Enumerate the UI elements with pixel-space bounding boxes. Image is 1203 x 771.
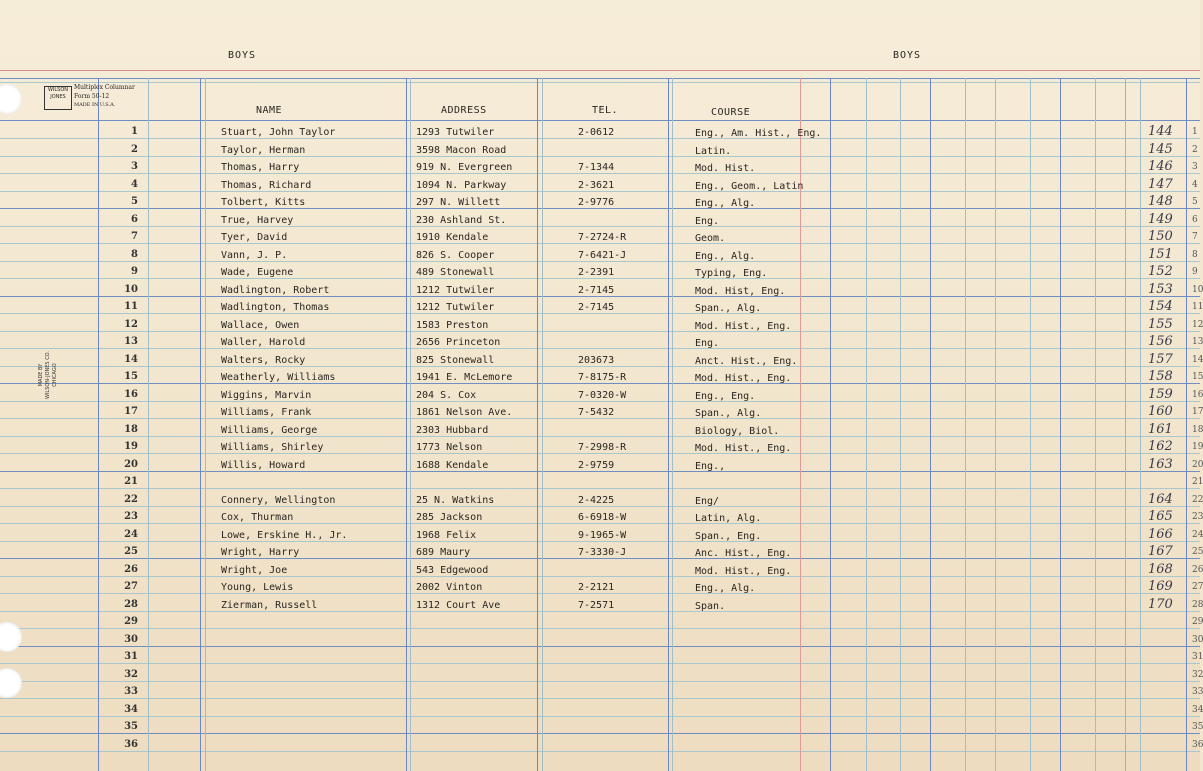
cell-tel: 2-9759 bbox=[578, 460, 615, 471]
row-number-right: 1 bbox=[1192, 127, 1198, 137]
row-number: 6 bbox=[131, 214, 138, 225]
cell-course: Anc. Hist., Eng. bbox=[695, 548, 792, 559]
cell-address: 1688 Kendale bbox=[416, 460, 489, 471]
grid-rule bbox=[0, 226, 1200, 227]
cell-address: 1212 Tutwiler bbox=[416, 302, 495, 313]
handwritten-ref: 151 bbox=[1148, 247, 1173, 262]
cell-tel: 2-2391 bbox=[578, 267, 615, 278]
grid-rule bbox=[0, 156, 1200, 157]
handwritten-ref: 164 bbox=[1148, 492, 1173, 507]
row-number-right: 18 bbox=[1192, 425, 1203, 435]
binder-hole bbox=[0, 668, 22, 698]
cell-course: Eng. bbox=[695, 216, 720, 227]
cell-name: Zierman, Russell bbox=[221, 600, 318, 611]
cell-course: Eng/ bbox=[695, 496, 720, 507]
row-number: 32 bbox=[124, 669, 138, 680]
grid-rule bbox=[0, 646, 1200, 647]
grid-rule bbox=[0, 611, 1200, 612]
grid-column-rule bbox=[200, 78, 201, 771]
cell-tel: 7-3330-J bbox=[578, 547, 627, 558]
row-number-right: 25 bbox=[1192, 547, 1203, 557]
handwritten-ref: 156 bbox=[1148, 334, 1173, 349]
cell-name: Wadlington, Thomas bbox=[221, 302, 330, 313]
cell-name: Connery, Wellington bbox=[221, 495, 336, 506]
cell-address: 1583 Preston bbox=[416, 320, 489, 331]
row-number-right: 5 bbox=[1192, 197, 1198, 207]
row-number-right: 6 bbox=[1192, 215, 1198, 225]
row-number-right: 24 bbox=[1192, 530, 1203, 540]
maker-line-1: MADE BY bbox=[38, 363, 44, 387]
row-number: 30 bbox=[124, 634, 138, 645]
handwritten-ref: 147 bbox=[1148, 177, 1173, 192]
row-number: 20 bbox=[124, 459, 138, 470]
cell-address: 297 N. Willett bbox=[416, 197, 501, 208]
grid-rule bbox=[0, 453, 1200, 454]
grid-rule bbox=[0, 82, 1200, 83]
handwritten-ref: 168 bbox=[1148, 562, 1173, 577]
grid-column-rule bbox=[1060, 78, 1061, 771]
grid-column-rule bbox=[205, 78, 206, 771]
cell-course: Eng., Alg. bbox=[695, 198, 756, 209]
cell-course: Typing, Eng. bbox=[695, 268, 768, 279]
grid-column-rule bbox=[995, 78, 996, 771]
cell-name: Tyer, David bbox=[221, 232, 288, 243]
row-number: 2 bbox=[131, 144, 138, 155]
grid-rule bbox=[0, 698, 1200, 699]
row-number-right: 19 bbox=[1192, 442, 1203, 452]
grid-rule bbox=[0, 488, 1200, 489]
cell-course: Span., Alg. bbox=[695, 303, 762, 314]
grid-rule bbox=[0, 120, 1200, 121]
row-number: 15 bbox=[124, 371, 138, 382]
row-number: 7 bbox=[131, 231, 138, 242]
wilson-jones-logo: WILSON JONES bbox=[44, 86, 72, 110]
cell-name: True, Harvey bbox=[221, 215, 294, 226]
grid-column-rule bbox=[1140, 78, 1141, 771]
right-title: BOYS bbox=[893, 50, 922, 61]
cell-tel: 7-1344 bbox=[578, 162, 615, 173]
row-number: 18 bbox=[124, 424, 138, 435]
cell-address: 1968 Felix bbox=[416, 530, 477, 541]
maker-line-2: WILSON-JONES CO. bbox=[45, 350, 51, 400]
grid-rule bbox=[0, 243, 1200, 244]
grid-rule bbox=[0, 576, 1200, 577]
cell-name: Cox, Thurman bbox=[221, 512, 294, 523]
handwritten-ref: 160 bbox=[1148, 404, 1173, 419]
cell-tel: 2-0612 bbox=[578, 127, 615, 138]
cell-name: Wallace, Owen bbox=[221, 320, 300, 331]
cell-course: Geom. bbox=[695, 233, 726, 244]
cell-tel: 2-2121 bbox=[578, 582, 615, 593]
grid-rule bbox=[0, 681, 1200, 682]
stamp-line-3: MADE IN U.S.A. bbox=[74, 102, 116, 108]
handwritten-ref: 146 bbox=[1148, 159, 1173, 174]
row-number: 24 bbox=[124, 529, 138, 540]
grid-rule bbox=[0, 261, 1200, 262]
handwritten-ref: 159 bbox=[1148, 387, 1173, 402]
handwritten-ref: 155 bbox=[1148, 317, 1173, 332]
grid-column-rule bbox=[866, 78, 867, 771]
row-number: 4 bbox=[131, 179, 138, 190]
cell-course: Eng. bbox=[695, 338, 720, 349]
stamp-line-2: Form 50-12 bbox=[74, 93, 110, 100]
row-number: 31 bbox=[124, 651, 138, 662]
handwritten-ref: 152 bbox=[1148, 264, 1173, 279]
cell-course: Latin, Alg. bbox=[695, 513, 762, 524]
binder-hole bbox=[0, 84, 22, 114]
cell-course: Mod. Hist., Eng. bbox=[695, 321, 792, 332]
cell-course: Span., Alg. bbox=[695, 408, 762, 419]
cell-address: 230 Ashland St. bbox=[416, 215, 507, 226]
grid-column-rule bbox=[830, 78, 831, 771]
handwritten-ref: 157 bbox=[1148, 352, 1173, 367]
row-number: 1 bbox=[131, 126, 138, 137]
row-number: 36 bbox=[124, 739, 138, 750]
cell-tel: 7-5432 bbox=[578, 407, 615, 418]
row-number-right: 22 bbox=[1192, 495, 1203, 505]
cell-course: Eng., Geom., Latin bbox=[695, 181, 804, 192]
row-number-right: 11 bbox=[1192, 302, 1203, 312]
cell-tel: 7-2998-R bbox=[578, 442, 627, 453]
row-number-right: 35 bbox=[1192, 722, 1203, 732]
cell-course: Mod. Hist., Eng. bbox=[695, 373, 792, 384]
cell-tel: 6-6918-W bbox=[578, 512, 627, 523]
cell-name: Williams, George bbox=[221, 425, 318, 436]
cell-course: Eng., Eng. bbox=[695, 391, 756, 402]
stamp-line-1: Multiplex Columnar bbox=[74, 84, 135, 91]
cell-name: Williams, Frank bbox=[221, 407, 312, 418]
cell-address: 3598 Macon Road bbox=[416, 145, 507, 156]
cell-name: Stuart, John Taylor bbox=[221, 127, 336, 138]
cell-address: 25 N. Watkins bbox=[416, 495, 495, 506]
grid-column-rule bbox=[537, 78, 538, 771]
row-number: 33 bbox=[124, 686, 138, 697]
grid-rule bbox=[0, 78, 1200, 79]
cell-course: Eng., Alg. bbox=[695, 251, 756, 262]
cell-address: 489 Stonewall bbox=[416, 267, 495, 278]
row-number-right: 20 bbox=[1192, 460, 1203, 470]
cell-address: 204 S. Cox bbox=[416, 390, 477, 401]
handwritten-ref: 169 bbox=[1148, 579, 1173, 594]
handwritten-ref: 165 bbox=[1148, 509, 1173, 524]
grid-rule bbox=[0, 366, 1200, 367]
cell-address: 1861 Nelson Ave. bbox=[416, 407, 513, 418]
row-number-right: 3 bbox=[1192, 162, 1198, 172]
cell-name: Vann, J. P. bbox=[221, 250, 288, 261]
grid-rule bbox=[0, 401, 1200, 402]
row-number: 8 bbox=[131, 249, 138, 260]
cell-tel: 7-2571 bbox=[578, 600, 615, 611]
grid-rule bbox=[0, 191, 1200, 192]
grid-column-rule bbox=[542, 78, 543, 771]
row-number: 14 bbox=[124, 354, 138, 365]
cell-name: Wade, Eugene bbox=[221, 267, 294, 278]
handwritten-ref: 162 bbox=[1148, 439, 1173, 454]
row-number: 26 bbox=[124, 564, 138, 575]
maker-imprint bbox=[38, 345, 78, 405]
row-number: 21 bbox=[124, 476, 138, 487]
cell-address: 543 Edgewood bbox=[416, 565, 489, 576]
cell-tel: 2-7145 bbox=[578, 285, 615, 296]
grid-column-rule bbox=[965, 78, 966, 771]
grid-rule bbox=[0, 663, 1200, 664]
row-number-right: 2 bbox=[1192, 145, 1198, 155]
cell-name: Thomas, Harry bbox=[221, 162, 300, 173]
left-title: BOYS bbox=[228, 50, 257, 61]
grid-column-rule bbox=[148, 78, 149, 771]
handwritten-ref: 166 bbox=[1148, 527, 1173, 542]
grid-rule bbox=[0, 523, 1200, 524]
row-number-right: 15 bbox=[1192, 372, 1203, 382]
row-number-right: 17 bbox=[1192, 407, 1203, 417]
row-number-right: 7 bbox=[1192, 232, 1198, 242]
handwritten-ref: 153 bbox=[1148, 282, 1173, 297]
cell-address: 2656 Princeton bbox=[416, 337, 501, 348]
cell-name: Tolbert, Kitts bbox=[221, 197, 306, 208]
cell-course: Span. bbox=[695, 601, 726, 612]
handwritten-ref: 167 bbox=[1148, 544, 1173, 559]
row-number-right: 10 bbox=[1192, 285, 1203, 295]
cell-name: Willis, Howard bbox=[221, 460, 306, 471]
row-number: 28 bbox=[124, 599, 138, 610]
grid-rule bbox=[0, 436, 1200, 437]
row-number: 13 bbox=[124, 336, 138, 347]
cell-name: Walters, Rocky bbox=[221, 355, 306, 366]
cell-course: Mod. Hist., Eng. bbox=[695, 443, 792, 454]
row-number-right: 16 bbox=[1192, 390, 1203, 400]
row-number-right: 14 bbox=[1192, 355, 1203, 365]
row-number-right: 27 bbox=[1192, 582, 1203, 592]
grid-rule bbox=[0, 138, 1200, 139]
row-number: 16 bbox=[124, 389, 138, 400]
grid-rule bbox=[0, 70, 1200, 71]
row-number: 5 bbox=[131, 196, 138, 207]
row-number-right: 26 bbox=[1192, 565, 1203, 575]
grid-column-rule bbox=[668, 78, 669, 771]
row-number: 9 bbox=[131, 266, 138, 277]
cell-course: Biology, Biol. bbox=[695, 426, 780, 437]
cell-tel: 203673 bbox=[578, 355, 615, 366]
maker-line-3: CHICAGO bbox=[52, 363, 58, 387]
grid-rule bbox=[0, 348, 1200, 349]
cell-course: Latin. bbox=[695, 146, 732, 157]
row-number: 3 bbox=[131, 161, 138, 172]
cell-address: 2002 Vinton bbox=[416, 582, 483, 593]
cell-address: 1293 Tutwiler bbox=[416, 127, 495, 138]
handwritten-ref: 163 bbox=[1148, 457, 1173, 472]
cell-address: 1212 Tutwiler bbox=[416, 285, 495, 296]
cell-course: Anct. Hist., Eng. bbox=[695, 356, 798, 367]
handwritten-ref: 145 bbox=[1148, 142, 1173, 157]
cell-tel: 7-6421-J bbox=[578, 250, 627, 261]
cell-name: Wright, Joe bbox=[221, 565, 288, 576]
grid-rule bbox=[0, 506, 1200, 507]
grid-rule bbox=[0, 296, 1200, 297]
grid-rule bbox=[0, 383, 1200, 384]
handwritten-ref: 158 bbox=[1148, 369, 1173, 384]
grid-column-rule bbox=[1125, 78, 1126, 771]
row-number: 11 bbox=[124, 301, 138, 312]
cell-tel: 7-8175-R bbox=[578, 372, 627, 383]
grid-column-rule bbox=[930, 78, 931, 771]
column-header-course: COURSE bbox=[711, 107, 751, 118]
row-number-right: 30 bbox=[1192, 635, 1203, 645]
cell-course: Eng., Alg. bbox=[695, 583, 756, 594]
handwritten-ref: 161 bbox=[1148, 422, 1173, 437]
cell-name: Williams, Shirley bbox=[221, 442, 324, 453]
grid-rule bbox=[0, 733, 1200, 734]
grid-column-rule bbox=[406, 78, 407, 771]
cell-tel: 2-9776 bbox=[578, 197, 615, 208]
cell-course: Mod. Hist., Eng. bbox=[695, 566, 792, 577]
cell-name: Wadlington, Robert bbox=[221, 285, 330, 296]
cell-name: Lowe, Erskine H., Jr. bbox=[221, 530, 348, 541]
grid-rule bbox=[0, 278, 1200, 279]
grid-rule bbox=[0, 541, 1200, 542]
cell-address: 689 Maury bbox=[416, 547, 471, 558]
cell-name: Thomas, Richard bbox=[221, 180, 312, 191]
row-number: 25 bbox=[124, 546, 138, 557]
cell-name: Weatherly, Williams bbox=[221, 372, 336, 383]
cell-tel: 7-2724-R bbox=[578, 232, 627, 243]
row-number-right: 21 bbox=[1192, 477, 1203, 487]
row-number: 27 bbox=[124, 581, 138, 592]
cell-address: 1910 Kendale bbox=[416, 232, 489, 243]
handwritten-ref: 170 bbox=[1148, 597, 1173, 612]
cell-address: 826 S. Cooper bbox=[416, 250, 495, 261]
cell-address: 2303 Hubbard bbox=[416, 425, 489, 436]
row-number: 22 bbox=[124, 494, 138, 505]
cell-course: Eng., Am. Hist., Eng. bbox=[695, 128, 822, 139]
cell-address: 285 Jackson bbox=[416, 512, 483, 523]
binder-hole bbox=[0, 622, 22, 652]
grid-rule bbox=[0, 716, 1200, 717]
row-number-right: 12 bbox=[1192, 320, 1203, 330]
row-number: 19 bbox=[124, 441, 138, 452]
grid-column-rule bbox=[1095, 78, 1096, 771]
cell-tel: 2-3621 bbox=[578, 180, 615, 191]
cell-address: 1312 Court Ave bbox=[416, 600, 501, 611]
cell-tel: 7-0320-W bbox=[578, 390, 627, 401]
cell-tel: 2-7145 bbox=[578, 302, 615, 313]
cell-name: Waller, Harold bbox=[221, 337, 306, 348]
row-number-right: 23 bbox=[1192, 512, 1203, 522]
grid-column-rule bbox=[900, 78, 901, 771]
grid-rule bbox=[0, 558, 1200, 559]
grid-rule bbox=[0, 628, 1200, 629]
cell-course: Mod. Hist, Eng. bbox=[695, 286, 786, 297]
form-stamp bbox=[44, 84, 144, 116]
cell-name: Young, Lewis bbox=[221, 582, 294, 593]
row-number-right: 8 bbox=[1192, 250, 1198, 260]
row-number-right: 33 bbox=[1192, 687, 1203, 697]
handwritten-ref: 150 bbox=[1148, 229, 1173, 244]
row-number: 10 bbox=[124, 284, 138, 295]
grid-rule bbox=[0, 751, 1200, 752]
cell-address: 1941 E. McLemore bbox=[416, 372, 513, 383]
grid-column-rule bbox=[1186, 78, 1187, 771]
handwritten-ref: 154 bbox=[1148, 299, 1173, 314]
row-number: 35 bbox=[124, 721, 138, 732]
row-number-right: 4 bbox=[1192, 180, 1198, 190]
grid-rule bbox=[0, 208, 1200, 209]
handwritten-ref: 149 bbox=[1148, 212, 1173, 227]
grid-rule bbox=[0, 331, 1200, 332]
grid-rule bbox=[0, 593, 1200, 594]
cell-name: Taylor, Herman bbox=[221, 145, 306, 156]
row-number-right: 31 bbox=[1192, 652, 1203, 662]
cell-tel: 9-1965-W bbox=[578, 530, 627, 541]
row-number-right: 13 bbox=[1192, 337, 1203, 347]
cell-address: 1773 Nelson bbox=[416, 442, 483, 453]
handwritten-ref: 144 bbox=[1148, 124, 1173, 139]
grid-rule bbox=[0, 471, 1200, 472]
grid-column-rule bbox=[672, 78, 673, 771]
row-number-right: 34 bbox=[1192, 705, 1203, 715]
row-number: 12 bbox=[124, 319, 138, 330]
cell-name: Wright, Harry bbox=[221, 547, 300, 558]
grid-rule bbox=[0, 173, 1200, 174]
row-number-right: 29 bbox=[1192, 617, 1203, 627]
cell-address: 1094 N. Parkway bbox=[416, 180, 507, 191]
column-header-name: NAME bbox=[256, 105, 283, 116]
cell-tel: 2-4225 bbox=[578, 495, 615, 506]
grid-rule bbox=[0, 418, 1200, 419]
row-number: 23 bbox=[124, 511, 138, 522]
cell-course: Span., Eng. bbox=[695, 531, 762, 542]
cell-course: Eng., bbox=[695, 461, 726, 472]
grid-column-rule bbox=[410, 78, 411, 771]
grid-column-rule bbox=[98, 78, 99, 771]
row-number-right: 36 bbox=[1192, 740, 1203, 750]
cell-address: 919 N. Evergreen bbox=[416, 162, 513, 173]
cell-name: Wiggins, Marvin bbox=[221, 390, 312, 401]
row-number-right: 28 bbox=[1192, 600, 1203, 610]
row-number-right: 32 bbox=[1192, 670, 1203, 680]
column-header-tel: TEL. bbox=[592, 105, 619, 116]
grid-rule bbox=[0, 313, 1200, 314]
column-header-address: ADDRESS bbox=[441, 105, 487, 116]
row-number: 17 bbox=[124, 406, 138, 417]
handwritten-ref: 148 bbox=[1148, 194, 1173, 209]
cell-course: Mod. Hist. bbox=[695, 163, 756, 174]
row-number: 29 bbox=[124, 616, 138, 627]
grid-column-rule bbox=[1030, 78, 1031, 771]
row-number-right: 9 bbox=[1192, 267, 1198, 277]
row-number: 34 bbox=[124, 704, 138, 715]
cell-address: 825 Stonewall bbox=[416, 355, 495, 366]
